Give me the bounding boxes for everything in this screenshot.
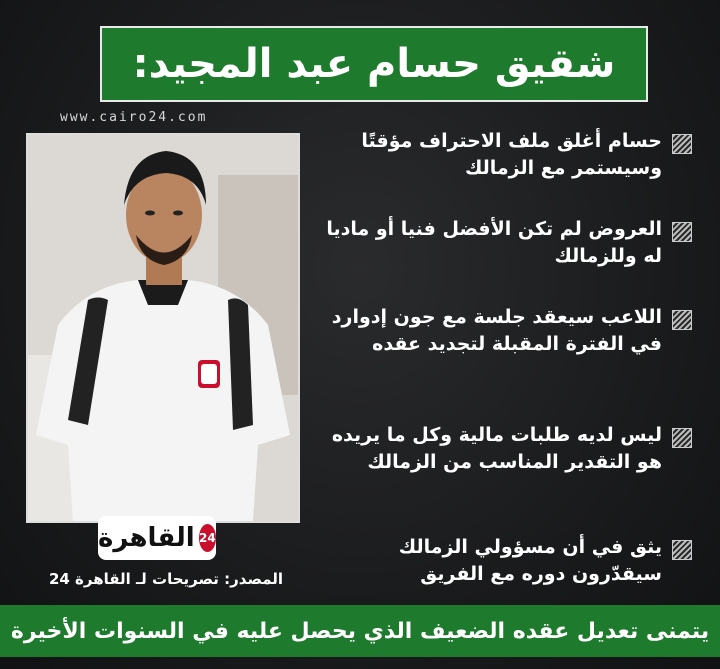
headline-title: شقيق حسام عبد المجيد: <box>132 41 616 87</box>
brand-logo <box>98 516 216 560</box>
footer-banner <box>0 605 720 657</box>
point-text: ليس لديه طلبات مالية وكل ما يريده هو التقدير المناسب من الزمالك <box>331 424 662 473</box>
bullet-icon <box>672 134 692 154</box>
source-caption: المصدر: تصريحات لـ القاهرة 24 <box>48 570 284 588</box>
player-photo <box>26 133 300 523</box>
point-text: يثق في أن مسؤولي الزمالك سيقدّرون دوره مع الفريق <box>398 536 662 585</box>
list-item <box>312 534 692 588</box>
point-text: اللاعب سيعقد جلسة مع جون إدوارد في الفترة المقبلة لتجديد عقده <box>331 306 662 355</box>
list-item <box>312 216 692 270</box>
brand-badge: 24 <box>199 524 216 552</box>
point-text: حسام أغلق ملف الاحتراف مؤقتًا وسيستمر مع الزمالك <box>361 130 662 179</box>
bullet-icon <box>672 222 692 242</box>
brand-name: القاهرة <box>98 523 195 553</box>
bullet-icon <box>672 310 692 330</box>
list-item <box>312 304 692 358</box>
bullet-icon <box>672 540 692 560</box>
list-item <box>312 422 692 476</box>
site-url: www.cairo24.com <box>60 110 208 125</box>
bullet-icon <box>672 428 692 448</box>
list-item <box>312 128 692 182</box>
headline-banner <box>100 26 648 102</box>
footer-text: يتمنى تعديل عقده الضعيف الذي يحصل عليه في السنوات الأخيرة <box>10 618 710 644</box>
point-text: العروض لم تكن الأفضل فنيا أو ماديا له وللزمالك <box>326 218 662 267</box>
player-illustration <box>28 135 298 521</box>
